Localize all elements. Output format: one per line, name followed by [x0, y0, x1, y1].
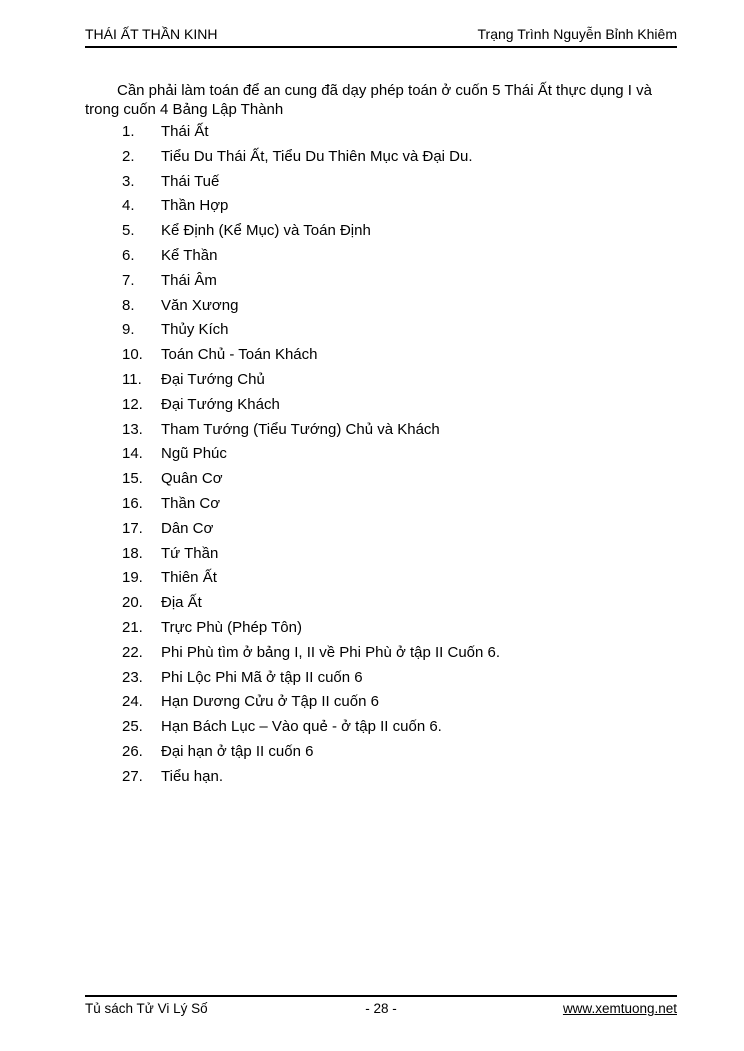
list-item-label: Kể Định (Kể Mục) và Toán Định — [161, 222, 371, 240]
page-footer — [85, 995, 677, 1017]
list-item-label: Tham Tướng (Tiểu Tướng) Chủ và Khách — [161, 420, 440, 438]
list-item-number: 4. — [122, 197, 135, 215]
list-item — [85, 346, 677, 364]
list-item-label: Quân Cơ — [161, 470, 223, 488]
list-item — [85, 247, 677, 265]
intro-paragraph: Cần phải làm toán để an cung đã dạy phép toán ở cuốn 5 Thái Ất thực dụng I và trong cuốn 4 Bảng Lập Thành — [85, 82, 652, 118]
list-item-number: 16. — [122, 494, 143, 512]
list-item-label: Đại Tướng Chủ — [161, 370, 265, 388]
list-item-number: 3. — [122, 172, 135, 190]
list-item — [85, 173, 677, 191]
list-item-label: Hạn Dương Cửu ở Tập II cuốn 6 — [161, 693, 379, 711]
list-item — [85, 743, 677, 761]
list-item-label: Thần Cơ — [161, 494, 221, 512]
list-item-label: Hạn Bách Lục – Vào quẻ - ở tập II cuốn 6. — [161, 718, 442, 736]
list-item — [85, 396, 677, 414]
list-item — [85, 594, 677, 612]
list-item-label: Thái Ất — [161, 123, 209, 140]
list-item — [85, 222, 677, 240]
list-item-label: Tứ Thần — [161, 544, 219, 562]
list-item-number: 17. — [122, 519, 143, 537]
list-item-label: Kể Thần — [161, 246, 218, 264]
list-item — [85, 123, 677, 141]
list-item-label: Dân Cơ — [161, 519, 214, 537]
page-header — [85, 26, 677, 48]
list-item-number: 12. — [122, 395, 143, 413]
list-item-number: 5. — [122, 222, 135, 240]
list-item — [85, 445, 677, 463]
numbered-list — [85, 123, 677, 786]
list-item — [85, 718, 677, 736]
list-item-label: Văn Xương — [161, 296, 239, 314]
list-item-number: 25. — [122, 718, 143, 736]
list-item-label: Phi Phù tìm ở bảng I, II về Phi Phù ở tập II Cuốn 6. — [161, 643, 501, 661]
list-item — [85, 569, 677, 587]
list-item-label: Phi Lộc Phi Mã ở tập II cuốn 6 — [161, 668, 363, 686]
list-item — [85, 693, 677, 711]
list-item-label: Địa Ất — [161, 594, 202, 612]
list-item-label: Thái Tuế — [161, 172, 220, 190]
list-item — [85, 272, 677, 290]
list-item — [85, 644, 677, 662]
footer-website-link[interactable]: www.xemtuong.net — [562, 1001, 677, 1016]
list-item-number: 21. — [122, 618, 143, 636]
list-item-label: Toán Chủ - Toán Khách — [161, 346, 318, 364]
list-item-number: 1. — [122, 123, 135, 140]
list-item-label: Đại Tướng Khách — [161, 395, 280, 413]
list-item — [85, 371, 677, 389]
list-item-label: Ngũ Phúc — [161, 445, 227, 463]
header-author: Trạng Trình Nguyễn Bỉnh Khiêm — [477, 26, 677, 42]
list-item-label: Thủy Kích — [161, 321, 229, 339]
list-item — [85, 297, 677, 315]
list-item-number: 10. — [122, 346, 143, 364]
list-item-label: Tiểu hạn. — [161, 767, 223, 785]
page-body — [85, 81, 677, 793]
header-book-title: THÁI ẤT THẦN KINH — [85, 26, 218, 42]
list-item-number: 19. — [122, 569, 143, 587]
list-item — [85, 197, 677, 215]
list-item-label: Thiên Ất — [161, 569, 217, 587]
list-item — [85, 321, 677, 339]
list-item — [85, 148, 677, 166]
list-item-label: Tiểu Du Thái Ất, Tiểu Du Thiên Mục và Đại Du. — [161, 147, 473, 165]
list-item-number: 2. — [122, 147, 135, 165]
list-item-number: 20. — [122, 594, 143, 612]
list-item-number: 8. — [122, 296, 135, 314]
list-item-number: 27. — [122, 767, 143, 785]
list-item-number: 22. — [122, 643, 143, 661]
list-item — [85, 495, 677, 513]
list-item — [85, 545, 677, 563]
footer-page-number: - 28 - — [365, 1001, 397, 1016]
list-item-label: Thái Âm — [161, 271, 217, 289]
list-item-number: 7. — [122, 271, 135, 289]
list-item — [85, 520, 677, 538]
list-item-label: Đại hạn ở tập II cuốn 6 — [161, 742, 314, 760]
list-item-number: 9. — [122, 321, 135, 339]
list-item-number: 15. — [122, 470, 143, 488]
list-item — [85, 619, 677, 637]
list-item-number: 14. — [122, 445, 143, 463]
list-item-number: 11. — [122, 370, 142, 388]
footer-series-title: Tủ sách Tử Vi Lý Số — [85, 1001, 208, 1016]
list-item-number: 23. — [122, 668, 143, 686]
list-item — [85, 421, 677, 439]
list-item-number: 24. — [122, 693, 143, 711]
list-item-label: Trực Phù (Phép Tôn) — [161, 618, 302, 636]
list-item-label: Thần Hợp — [161, 197, 229, 215]
list-item — [85, 768, 677, 786]
list-item — [85, 669, 677, 687]
list-item-number: 6. — [122, 246, 135, 264]
list-item-number: 13. — [122, 420, 143, 438]
list-item-number: 26. — [122, 742, 143, 760]
list-item-number: 18. — [122, 544, 143, 562]
list-item — [85, 470, 677, 488]
